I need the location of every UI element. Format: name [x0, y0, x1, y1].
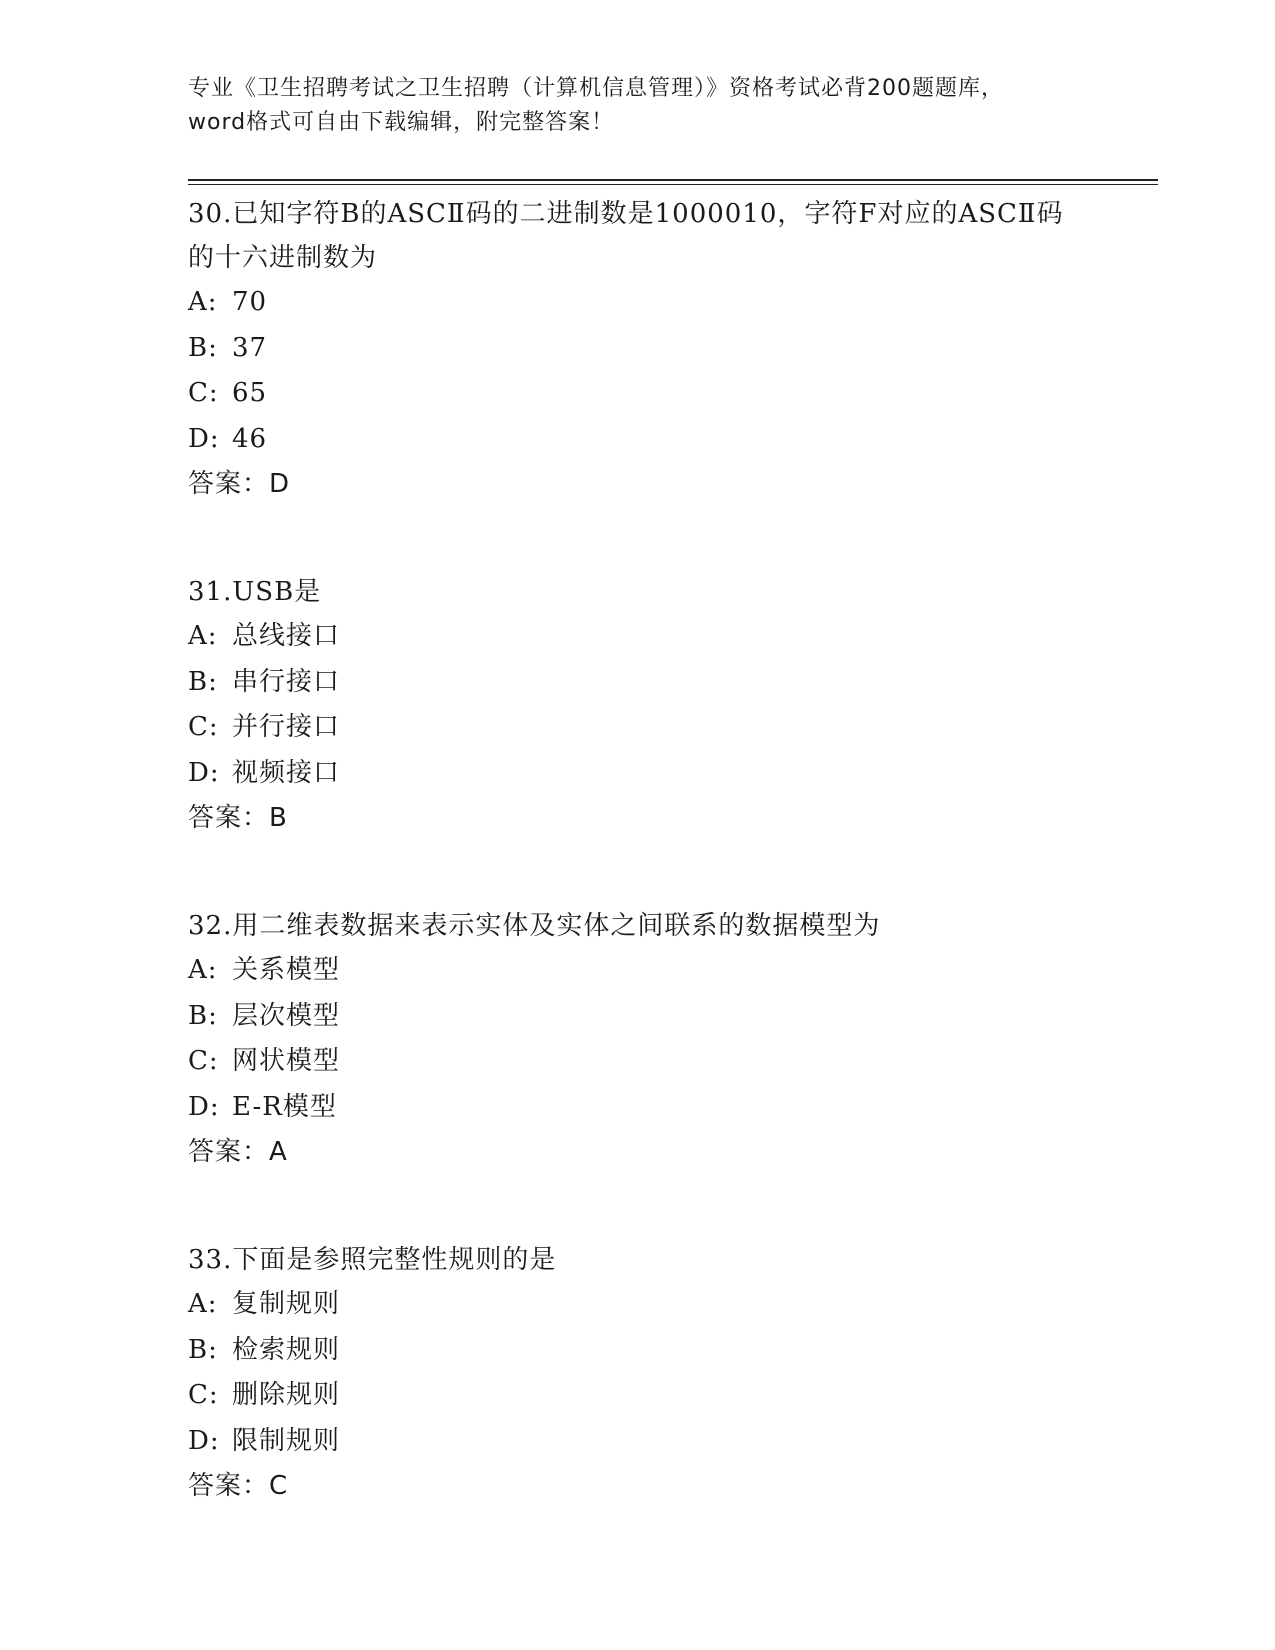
option-key: C: [188, 712, 219, 742]
answer-label: 答案： [188, 1471, 270, 1501]
answer-line [188, 1464, 1088, 1508]
option-key: B: [188, 1334, 218, 1365]
option-text: 层次模型 [232, 1000, 341, 1031]
option-text: 65 [232, 378, 268, 408]
answer-value: D [269, 469, 291, 499]
option-b [188, 660, 1088, 706]
option-key: A: [188, 287, 218, 317]
option-b [188, 326, 1088, 372]
question-33 [188, 1236, 1088, 1508]
option-key: D: [188, 1425, 220, 1456]
header-divider-thick [188, 179, 1158, 181]
option-text: E-R模型 [232, 1091, 337, 1122]
option-c [188, 705, 1088, 751]
option-text: 37 [232, 332, 268, 363]
header-line-2: word格式可自由下载编辑，附完整答案！ [188, 110, 615, 135]
option-key: C: [188, 1380, 219, 1410]
option-a [188, 1282, 1088, 1328]
option-text: 限制规则 [232, 1425, 341, 1456]
document-header [188, 72, 1088, 140]
question-list [188, 190, 1088, 1570]
question-31 [188, 568, 1088, 840]
answer-value: C [269, 1471, 289, 1501]
answer-value: B [269, 803, 288, 833]
answer-line [188, 796, 1088, 840]
option-key: B: [188, 666, 218, 697]
option-text: 总线接口 [232, 621, 341, 651]
option-text: 删除规则 [232, 1380, 341, 1410]
option-key: D: [188, 1091, 220, 1122]
answer-label: 答案： [188, 469, 270, 499]
question-stem: 31.USB是 [188, 577, 322, 607]
question-stem: 30.已知字符B的ASCⅡ码的二进制数是1000010，字符F对应的ASCⅡ码的十六进制数为 [188, 199, 1064, 273]
answer-line [188, 462, 1088, 506]
option-b [188, 994, 1088, 1040]
answer-label: 答案： [188, 803, 270, 833]
option-b [188, 1328, 1088, 1374]
answer-label: 答案： [188, 1137, 270, 1167]
option-key: A: [188, 1289, 218, 1319]
option-text: 46 [232, 423, 268, 454]
question-30 [188, 190, 1088, 506]
option-d [188, 1085, 1088, 1131]
option-text: 网状模型 [232, 1046, 341, 1076]
option-key: C: [188, 378, 219, 408]
option-key: A: [188, 955, 218, 985]
option-a [188, 614, 1088, 660]
header-divider-thin [188, 184, 1158, 185]
question-stem: 33.下面是参照完整性规则的是 [188, 1245, 557, 1275]
answer-value: A [269, 1137, 288, 1167]
option-key: B: [188, 332, 218, 363]
option-text: 视频接口 [232, 757, 341, 788]
option-d [188, 417, 1088, 463]
option-key: D: [188, 423, 220, 454]
question-stem: 32.用二维表数据来表示实体及实体之间联系的数据模型为 [188, 911, 881, 941]
option-key: C: [188, 1046, 219, 1076]
option-c [188, 1039, 1088, 1085]
question-32 [188, 902, 1088, 1174]
option-text: 关系模型 [232, 955, 341, 985]
option-a [188, 948, 1088, 994]
option-c [188, 1373, 1088, 1419]
option-text: 检索规则 [232, 1334, 341, 1365]
option-key: A: [188, 621, 218, 651]
option-text: 复制规则 [232, 1289, 341, 1319]
answer-line [188, 1130, 1088, 1174]
option-d [188, 751, 1088, 797]
option-c [188, 371, 1088, 417]
option-text: 串行接口 [232, 666, 341, 697]
option-key: D: [188, 757, 220, 788]
header-line-1: 专业《卫生招聘考试之卫生招聘（计算机信息管理）》资格考试必背200题题库， [188, 76, 1004, 101]
option-key: B: [188, 1000, 218, 1031]
option-text: 并行接口 [232, 712, 341, 742]
option-text: 70 [232, 287, 268, 317]
option-d [188, 1419, 1088, 1465]
option-a [188, 280, 1088, 326]
